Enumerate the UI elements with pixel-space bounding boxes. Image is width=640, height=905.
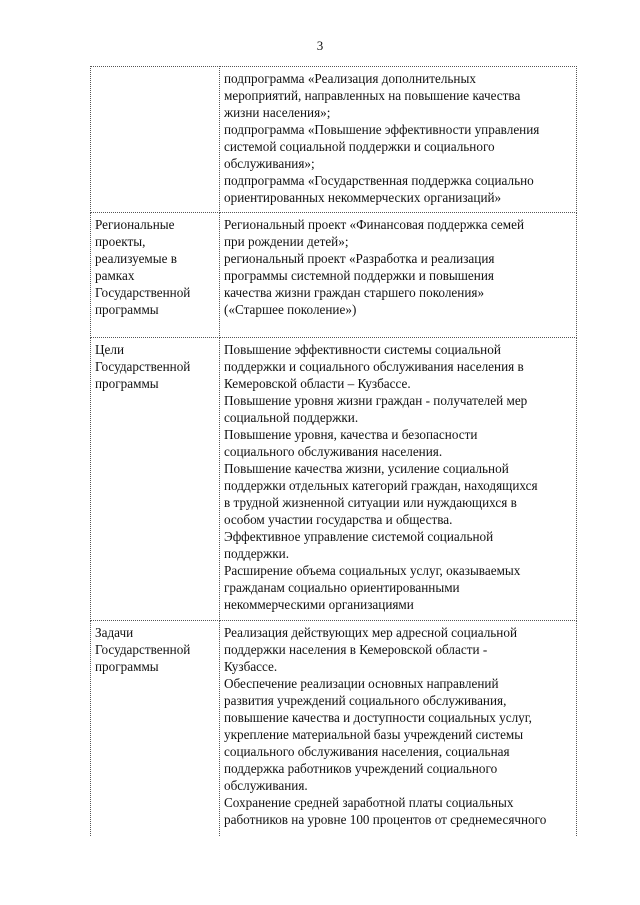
label-line: программы [95, 659, 159, 674]
content-line: Эффективное управление системой социальной [224, 529, 494, 544]
label-line: Государственной [95, 642, 191, 657]
table-row [91, 67, 577, 213]
content-line: укрепление материальной базы учреждений системы [224, 727, 524, 742]
label-line: программы [95, 376, 159, 391]
label-line: Региональные [95, 217, 175, 232]
content-line: мероприятий, направленных на повышение качества [224, 88, 521, 103]
content-line: социальной поддержки. [224, 410, 359, 425]
content-line: повышение качества и доступности социальных услуг, [224, 710, 532, 725]
content-line: программы системной поддержки и повышения [224, 268, 494, 283]
content-line: Кузбассе. [224, 659, 278, 674]
content-line: гражданам социально ориентированными [224, 580, 460, 595]
content-line: развития учреждений социального обслуживания, [224, 693, 507, 708]
table-row [91, 338, 577, 621]
content-line: подпрограмма «Реализация дополнительных [224, 71, 476, 86]
content-line: подпрограмма «Повышение эффективности управления [224, 122, 540, 137]
row-label-cell [91, 213, 220, 338]
content-line: в трудной жизненной ситуации или нуждающихся в [224, 495, 517, 510]
content-line: поддержки и социального обслуживания населения в [224, 359, 524, 374]
content-line: Реализация действующих мер адресной социальной [224, 625, 518, 640]
program-passport-table [90, 66, 577, 836]
label-line: реализуемые в [95, 251, 178, 266]
label-line: Цели [95, 342, 125, 357]
content-line: Кемеровской области – Кузбассе. [224, 376, 411, 391]
content-line: Повышение качества жизни, усиление социальной [224, 461, 509, 476]
table-row [91, 213, 577, 338]
content-line: Региональный проект «Финансовая поддержка семей [224, 217, 525, 232]
content-line: поддержки населения в Кемеровской области - [224, 642, 488, 657]
content-line: Обеспечение реализации основных направлений [224, 676, 499, 691]
content-line: особом участии государства и общества. [224, 512, 453, 527]
label-line: Задачи [95, 625, 134, 640]
content-line: Повышение уровня, качества и безопасности [224, 427, 478, 442]
content-line: социального обслуживания населения. [224, 444, 443, 459]
content-line: Повышение эффективности системы социальной [224, 342, 501, 357]
content-line: системой социальной поддержки и социального [224, 139, 495, 154]
content-line: Расширение объема социальных услуг, оказываемых [224, 563, 521, 578]
content-line: («Старшее поколение») [224, 302, 357, 317]
content-line: качества жизни граждан старшего поколения» [224, 285, 485, 300]
content-line: поддержки отдельных категорий граждан, находящихся [224, 478, 538, 493]
row-content-cell [220, 338, 577, 621]
row-content-cell [220, 213, 577, 338]
content-line: жизни населения»; [224, 105, 331, 120]
content-line: работников на уровне 100 процентов от среднемесячного [224, 812, 547, 827]
content-line: социального обслуживания населения, социальная [224, 744, 510, 759]
content-line: подпрограмма «Государственная поддержка социально [224, 173, 534, 188]
row-content-cell [220, 67, 577, 213]
table-row [91, 621, 577, 837]
row-label-cell [91, 621, 220, 837]
row-content-cell [220, 621, 577, 837]
content-line: некоммерческими организациями [224, 597, 414, 612]
label-line: рамках [95, 268, 135, 283]
label-line: программы [95, 302, 159, 317]
page-number: 3 [316, 38, 324, 53]
label-line: проекты, [95, 234, 146, 249]
content-line: ориентированных некоммерческих организаций» [224, 190, 502, 205]
label-line: Государственной [95, 285, 191, 300]
content-line: региональный проект «Разработка и реализация [224, 251, 495, 266]
content-line: Сохранение средней заработной платы социальных [224, 795, 514, 810]
label-line: Государственной [95, 359, 191, 374]
content-line: при рождении детей»; [224, 234, 349, 249]
content-line: поддержки. [224, 546, 290, 561]
content-line: Повышение уровня жизни граждан - получателей мер [224, 393, 528, 408]
row-label-cell [91, 338, 220, 621]
content-line: поддержка работников учреждений социального [224, 761, 498, 776]
content-line: обслуживания»; [224, 156, 315, 171]
content-line: обслуживания. [224, 778, 308, 793]
row-label-cell [91, 67, 220, 213]
